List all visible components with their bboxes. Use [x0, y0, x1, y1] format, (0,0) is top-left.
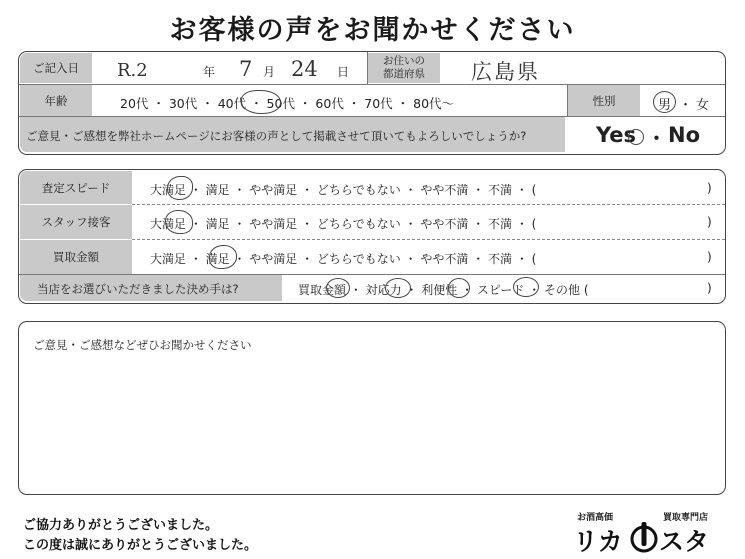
date-year-unit: 年	[203, 65, 216, 79]
bottle-icon	[629, 522, 659, 554]
decision-question: 当店をお選びいただきました決め手は?	[37, 282, 239, 296]
thanks-message-1: ご協力ありがとうございました。	[23, 518, 219, 533]
gender-female[interactable]: 女	[696, 98, 710, 113]
info-section	[18, 51, 726, 155]
age-options[interactable]: 20代 ・ 30代 ・ 40代 ・ 50代 ・ 60代 ・ 70代 ・ 80代〜	[120, 96, 455, 111]
rating-selection-mark	[165, 210, 193, 234]
consent-question: ご意見・ご感想を弊社ホームページにお客様の声として掲載させて頂いてもよろしいでしょうか?	[26, 129, 527, 143]
rating-row	[19, 170, 725, 204]
date-day[interactable]: 24	[291, 57, 318, 81]
consent-no[interactable]: No	[668, 123, 701, 147]
thanks-message-2: この度は誠にありがとうございました。	[23, 538, 258, 553]
rating-close-price: )	[707, 250, 712, 264]
consent-separator: ・	[647, 128, 667, 150]
consent-selection-mark	[628, 129, 644, 145]
rating-label-staff: スタッフ接客	[20, 205, 132, 239]
consent-yes[interactable]: Yes	[596, 123, 637, 147]
gender-selection-mark	[653, 91, 676, 113]
rating-options-price[interactable]: 大満足 ・ 満足 ・ やや満足 ・ どちらでもない ・ やや不満 ・ 不満 ・ (	[150, 252, 537, 266]
page-title: お客様の声をお聞かせください	[169, 15, 576, 46]
rating-row	[19, 205, 725, 239]
gender-separator: ・	[679, 98, 693, 113]
logo-text-left: リカ	[573, 527, 623, 556]
date-day-unit: 日	[337, 65, 350, 79]
decision-options[interactable]: 買取金額 ・ 対応力 ・ 利便性 ・ スピード ・ その他 (	[298, 283, 589, 297]
rating-selection-mark	[209, 245, 237, 269]
rating-row	[19, 240, 725, 274]
comment-label: ご意見・ご感想などぜひお聞かせください	[33, 338, 252, 352]
rating-close-staff: )	[707, 215, 712, 229]
rating-label-price: 買取金額	[20, 240, 132, 274]
date-month-unit: 月	[263, 65, 276, 79]
rating-options-staff[interactable]: 大満足 ・ 満足 ・ やや満足 ・ どちらでもない ・ やや不満 ・ 不満 ・ (	[150, 217, 537, 231]
decision-selection-mark	[326, 278, 350, 298]
comment-section[interactable]	[18, 321, 726, 495]
logo-tagline-right: 買取専門店	[663, 513, 709, 523]
decision-close: )	[707, 281, 712, 295]
date-month[interactable]: 7	[239, 57, 253, 81]
date-era[interactable]: R.2	[117, 60, 148, 81]
date-label: ご記入日	[20, 53, 92, 83]
ratings-section	[18, 169, 726, 304]
gender-label: 性別	[568, 85, 640, 116]
age-label: 年齢	[20, 85, 92, 116]
rating-label-speed: 査定スピード	[20, 171, 132, 204]
rating-selection-mark	[167, 176, 193, 200]
decision-selection-mark	[513, 277, 539, 297]
rating-options-speed[interactable]: 大満足 ・ 満足 ・ やや満足 ・ どちらでもない ・ やや不満 ・ 不満 ・ (	[150, 183, 537, 197]
logo-tagline-left: お酒高価	[577, 513, 614, 523]
rating-close-speed: )	[707, 181, 712, 195]
decision-selection-mark	[448, 278, 470, 298]
logo-text-right: スタ	[659, 527, 710, 556]
age-selection-mark	[241, 90, 281, 114]
logo	[573, 510, 723, 556]
address-label: お住いの 都道府県	[368, 53, 440, 83]
gender-male[interactable]: 男	[658, 98, 672, 113]
address-value[interactable]: 広島県	[471, 60, 540, 84]
decision-selection-mark	[385, 278, 411, 298]
